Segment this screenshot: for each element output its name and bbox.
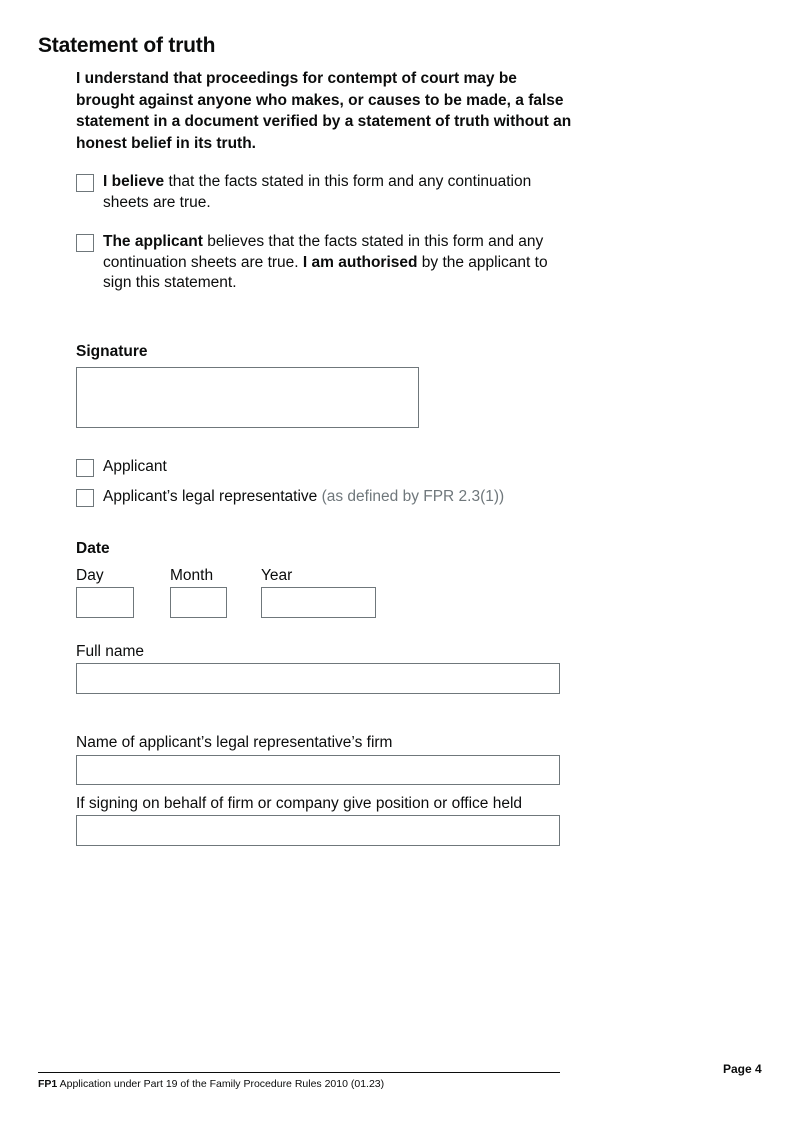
i-believe-checkbox[interactable] [76, 174, 94, 192]
applicant-checkbox[interactable] [76, 459, 94, 477]
day-input[interactable] [76, 587, 134, 618]
option-applicant[interactable] [76, 457, 276, 479]
date-label: Date [76, 540, 110, 557]
footer-divider [38, 1072, 560, 1073]
option-applicant-believes[interactable] [76, 232, 566, 296]
i-believe-rest: that the facts stated in this form and any continuation sheets are true. [103, 173, 532, 211]
page-number: Page 4 [723, 1062, 762, 1076]
fpr-reference-note: (as defined by FPR 2.3(1)) [321, 488, 505, 505]
form-code: FP1 [38, 1078, 58, 1090]
form-description: Application under Part 19 of the Family Procedure Rules 2010 (01.23) [59, 1078, 385, 1090]
position-input[interactable] [76, 815, 560, 846]
firm-name-input[interactable] [76, 755, 560, 785]
signature-label: Signature [76, 343, 148, 360]
firm-name-label: Name of applicant’s legal representative’s firm [76, 734, 393, 751]
i-believe-bold: I believe [103, 173, 165, 190]
day-label: Day [76, 567, 104, 584]
intro-statement: I understand that proceedings for contempt of court may be brought against anyone who makes, or causes to be made, a false statement in a document verified by a statement of truth without an honest belief in its truth. [76, 70, 572, 152]
applicant-believes-text [103, 232, 558, 294]
footer-text [38, 1078, 384, 1090]
section-title: Statement of truth [38, 34, 216, 57]
month-input[interactable] [170, 587, 227, 618]
option-i-believe[interactable] [76, 172, 566, 214]
full-name-input[interactable] [76, 663, 560, 694]
i-believe-text [103, 172, 573, 213]
year-input[interactable] [261, 587, 376, 618]
legal-representative-label: Applicant’s legal representative [103, 488, 318, 505]
year-label: Year [261, 567, 293, 584]
authorised-bold: I am authorised [302, 253, 418, 271]
applicant-believes-checkbox[interactable] [76, 234, 94, 252]
position-label: If signing on behalf of firm or company give position or office held [76, 795, 523, 812]
applicant-label: Applicant [103, 458, 167, 475]
option-legal-representative[interactable] [76, 487, 526, 509]
full-name-label: Full name [76, 643, 145, 660]
applicant-believes-bold: The applicant [103, 233, 203, 250]
month-label: Month [170, 567, 214, 584]
applicant-believes-rest: by the applicant to sign this statement. [103, 253, 548, 291]
applicant-believes-mid: believes that the facts stated in this form and any continuation sheets are true. [103, 233, 544, 271]
signature-box[interactable] [76, 367, 419, 428]
legal-representative-text [103, 487, 504, 508]
legal-representative-checkbox[interactable] [76, 489, 94, 507]
